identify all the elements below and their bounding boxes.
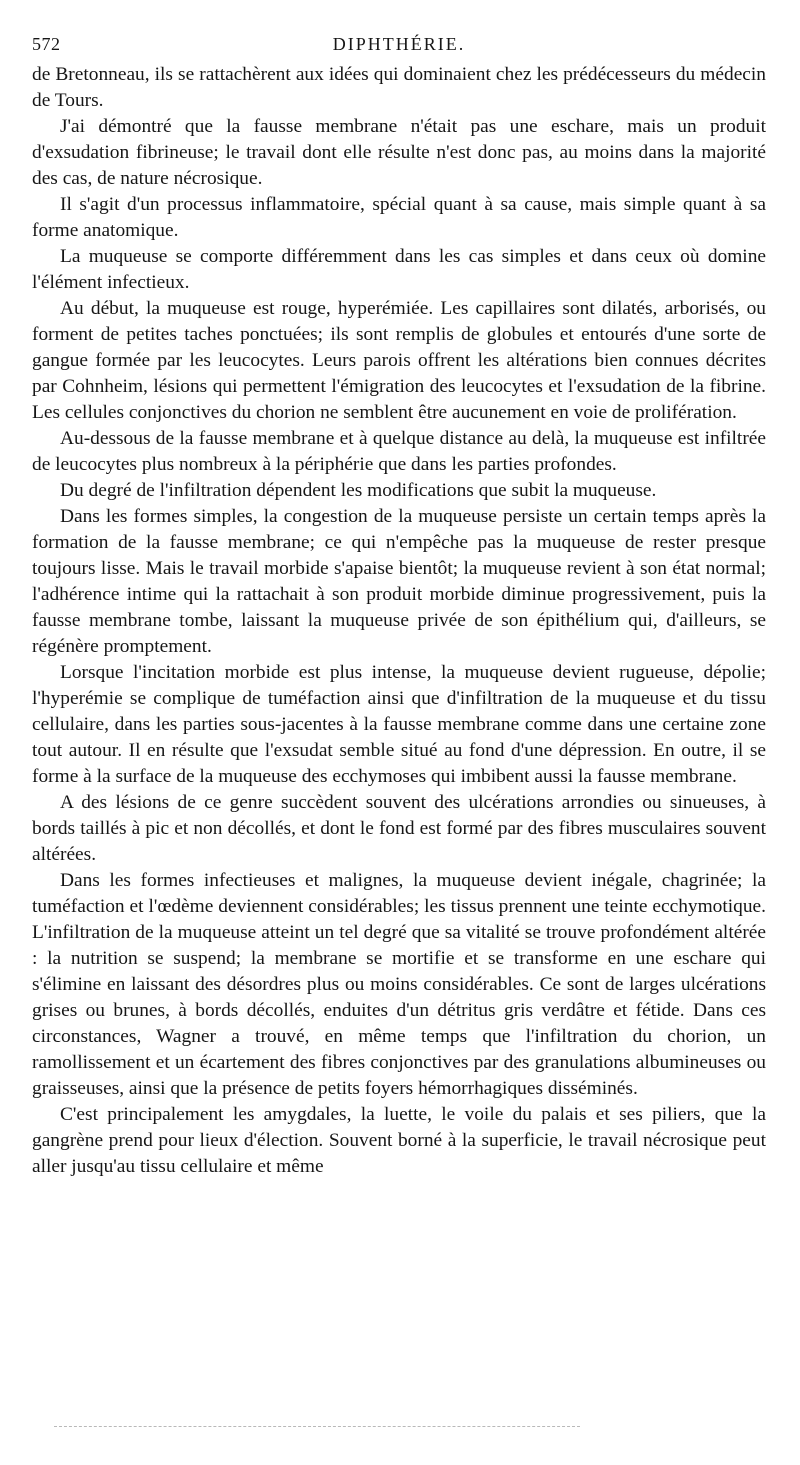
paragraph: Lorsque l'incitation morbide est plus intense, la muqueuse devient rugueuse, dépolie; l'hyperémie se complique de tuméfaction ainsi que d'infiltration de la muqueuse et du tissu cellulaire, dans les parties sous-jacentes à la fausse membrane comme dans une certaine zone tout autour. Il en résulte que l'exsudat semble situé au fond d'une dépression. En outre, il se forme à la surface de la muqueuse des ecchymoses qui imbibent aussi la fausse membrane.: [32, 662, 766, 787]
paragraph: A des lésions de ce genre succèdent souvent des ulcérations arrondies ou sinueuses, à bords taillés à pic et non décollés, et dont le fond est formé par des fibres musculaires souvent altérées.: [32, 792, 766, 865]
running-title: DIPHTHÉRIE.: [332, 34, 466, 54]
page-number: 572: [32, 34, 61, 54]
paragraph: Du degré de l'infiltration dépendent les modifications que subit la muqueuse.: [60, 480, 657, 501]
paragraph: de Bretonneau, ils se rattachèrent aux idées qui dominaient chez les prédécesseurs du médecin de Tours.: [32, 64, 766, 111]
paragraph: J'ai démontré que la fausse membrane n'était pas une eschare, mais un produit d'exsudation fibrineuse; le travail dont elle résulte n'est donc pas, au moins dans la majorité des cas, de nature nécrosique.: [32, 116, 766, 189]
paragraph: Au-dessous de la fausse membrane et à quelque distance au delà, la muqueuse est infiltrée de leucocytes plus nombreux à la périphérie que dans les parties profondes.: [32, 428, 766, 475]
paragraph: C'est principalement les amygdales, la luette, le voile du palais et ses piliers, que la gangrène prend pour lieux d'élection. Souvent borné à la superficie, le travail nécrosique peut aller jusqu'au tissu cellulaire et même: [32, 1104, 766, 1177]
paragraph: Il s'agit d'un processus inflammatoire, spécial quant à sa cause, mais simple quant à sa forme anatomique.: [32, 194, 766, 241]
paragraph: Dans les formes infectieuses et malignes, la muqueuse devient inégale, chagrinée; la tuméfaction et l'œdème deviennent considérables; les tissus prennent une teinte ecchymotique. L'infiltration de la muqueuse atteint un tel degré que sa vitalité se trouve profondément altérée : la nutrition se suspend; la membrane se mortifie et se transforme en une eschare qui s'élimine en laissant des désordres plus ou moins considérables. Ce sont de larges ulcérations grises ou brunes, à bords décollés, enduites d'un détritus gris verdâtre et fétide. Dans ces circonstances, Wagner a trouvé, en même temps que l'infiltration du chorion, un ramollissement et un écartement des fibres conjonctives par des granulations albumineuses ou graisseuses, ainsi que la présence de petits foyers hémorrhagiques disséminés.: [32, 870, 766, 1099]
paragraph: La muqueuse se comporte différemment dans les cas simples et dans ceux où domine l'élément infectieux.: [32, 246, 766, 293]
paragraph: Dans les formes simples, la congestion de la muqueuse persiste un certain temps après la formation de la fausse membrane; ce qui n'empêche pas la muqueuse de rester presque toujours lisse. Mais le travail morbide s'apaise bientôt; la muqueuse revient à son état normal; l'adhérence intime qui la rattachait à son produit morbide diminue progressivement, puis la fausse membrane tombe, laissant la muqueuse privée de son épithélium qui, d'ailleurs, se régénère promptement.: [32, 506, 766, 657]
body-text: [32, 62, 766, 1180]
footer-rule: [54, 1426, 580, 1427]
page-header: [32, 30, 766, 58]
paragraph: Au début, la muqueuse est rouge, hyperémiée. Les capillaires sont dilatés, arborisés, ou forment de petites taches ponctuées; ils sont remplis de globules et entourés d'une sorte de gangue formée par les leucocytes. Leurs parois offrent les altérations bien connues décrites par Cohnheim, lésions qui permettent l'émigration des leucocytes et l'exsudation de la fibrine. Les cellules conjonctives du chorion ne semblent être aucunement en voie de prolifération.: [32, 298, 766, 423]
